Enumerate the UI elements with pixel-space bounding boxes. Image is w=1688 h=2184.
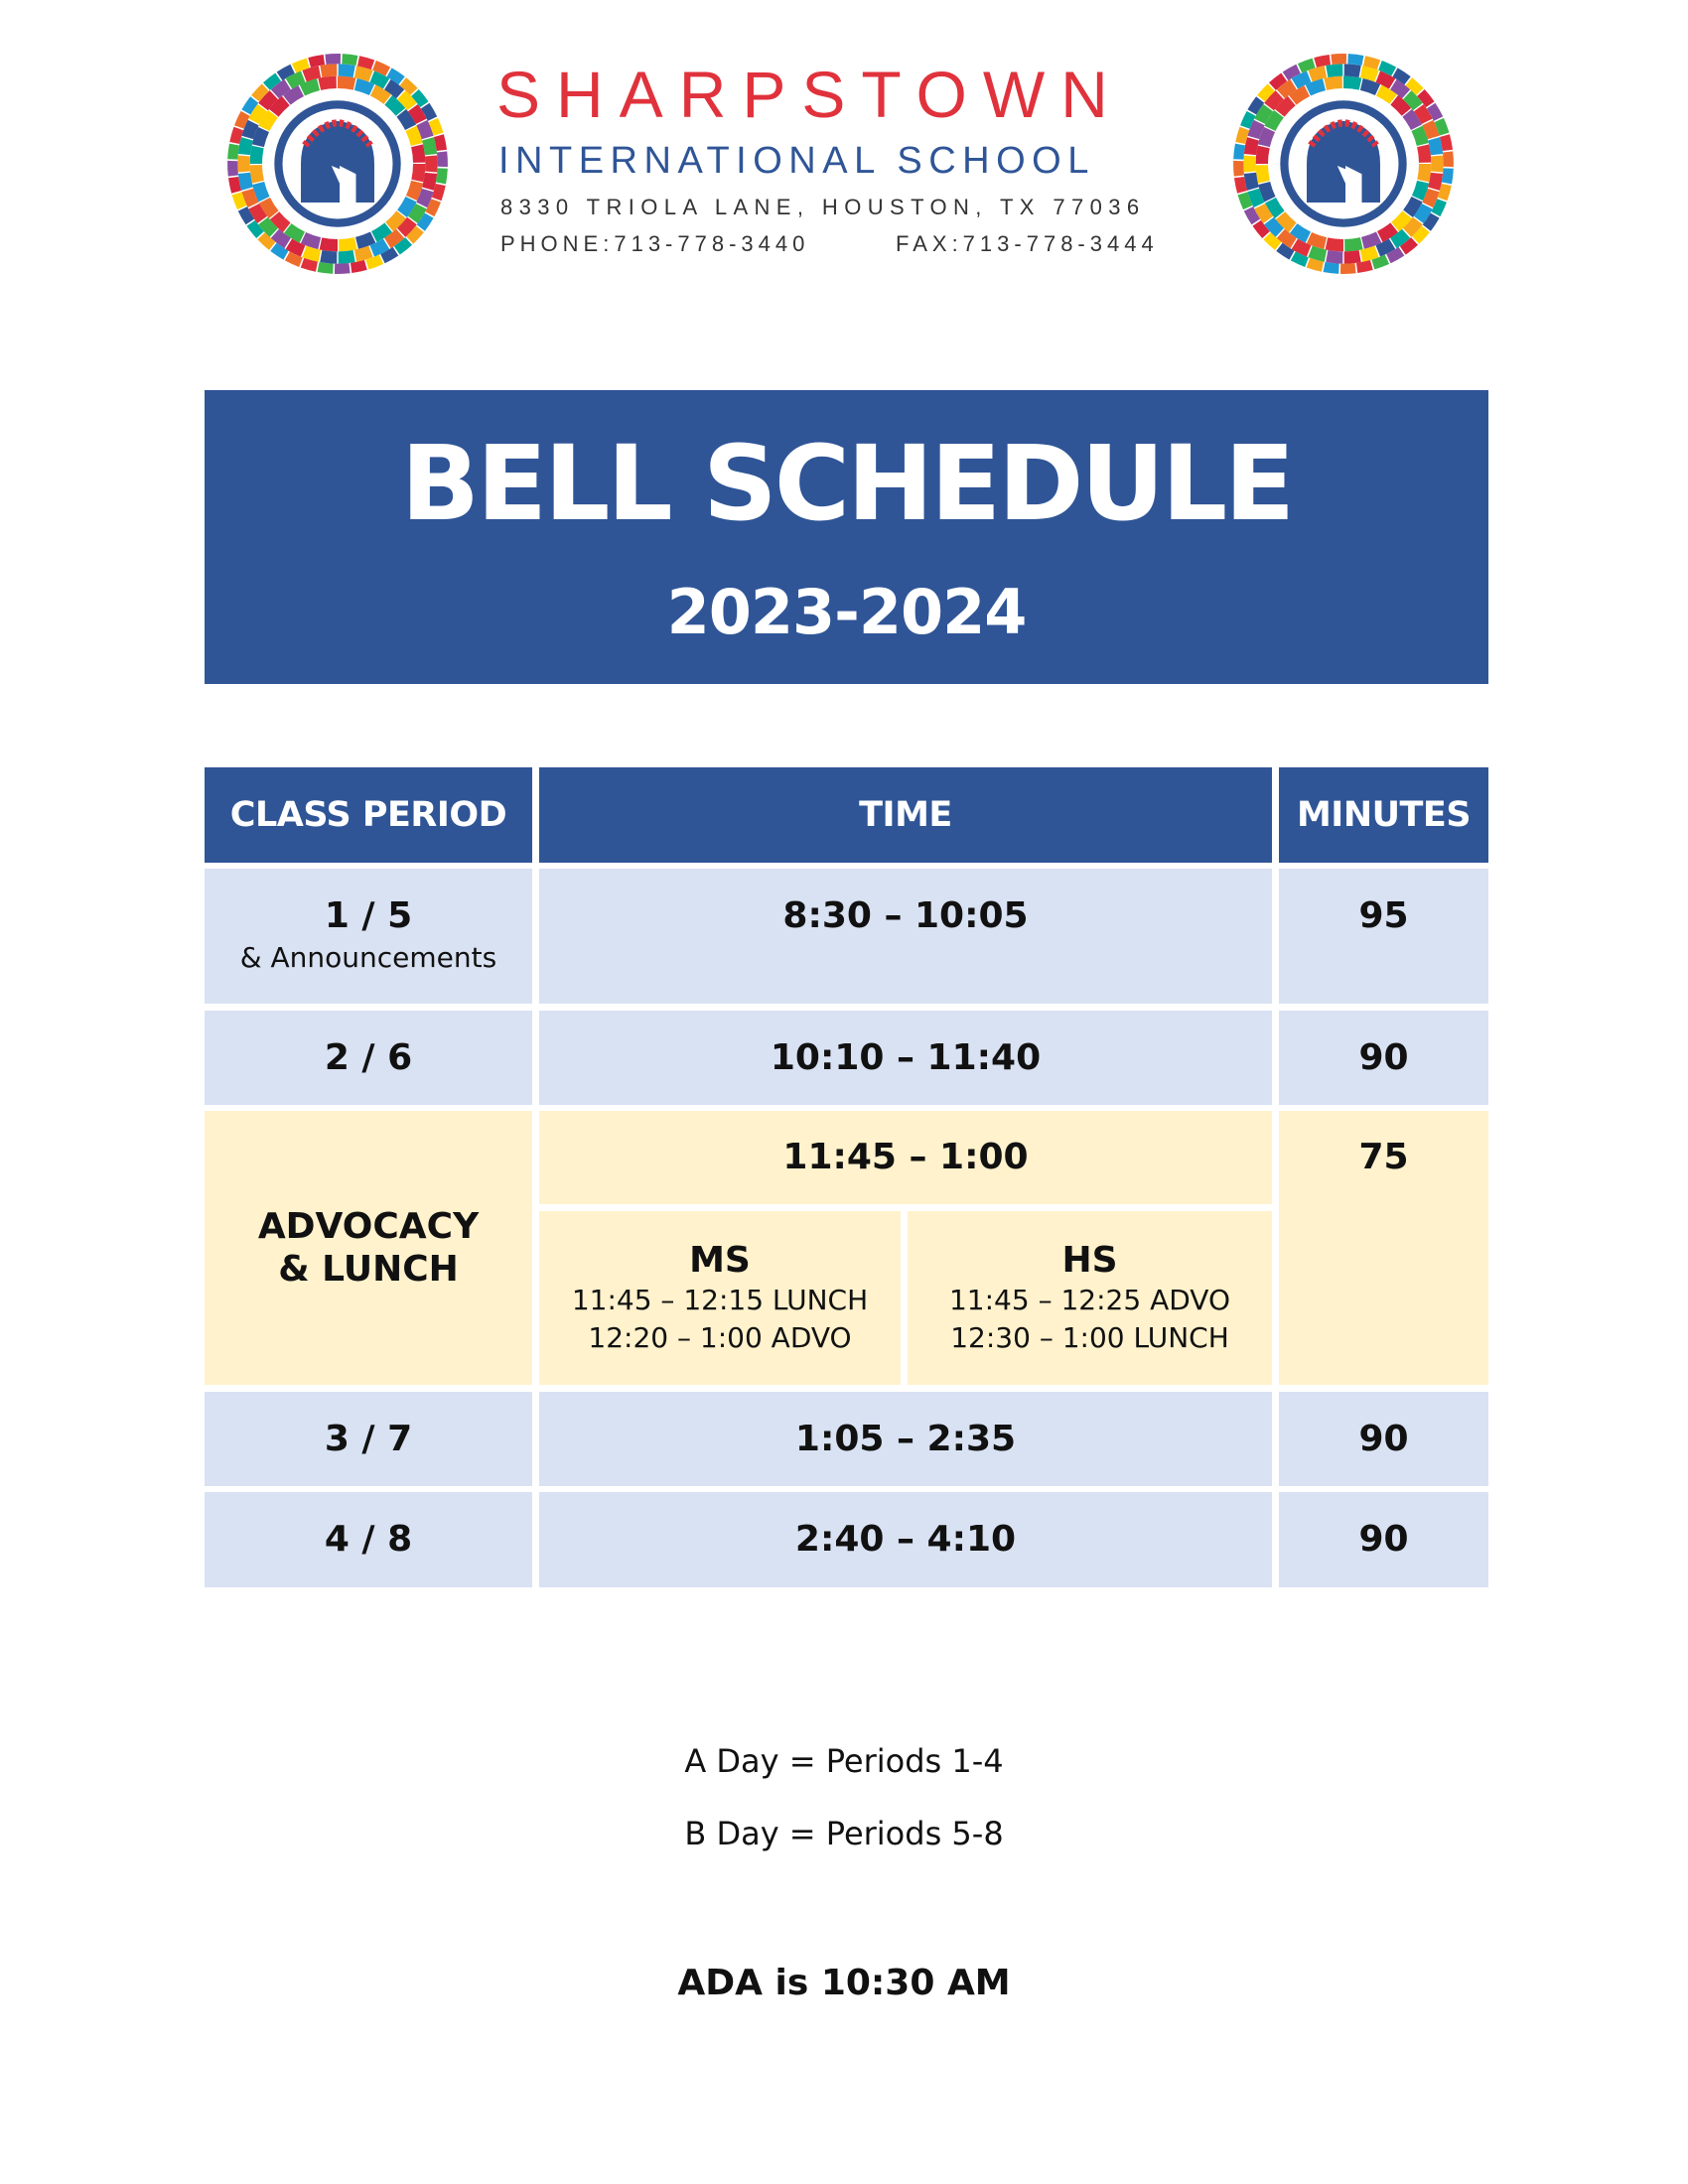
logo-mosaic-tile xyxy=(320,237,338,251)
row-4-time-cell xyxy=(539,1492,1272,1587)
hs-line2: 12:30 – 1:00 LUNCH xyxy=(950,1321,1229,1355)
logo-mosaic-tile xyxy=(1326,64,1342,77)
row-3-time: 1:05 – 2:35 xyxy=(794,1418,1017,1459)
logo-mosaic-tile xyxy=(318,76,337,90)
logo-mosaic-tile xyxy=(318,262,334,274)
logo-mosaic-tile xyxy=(436,168,448,184)
row-1-period: 1 / 5 xyxy=(324,895,413,936)
logo-mosaic-tile xyxy=(1256,146,1270,164)
logo-mosaic-tile xyxy=(1256,165,1270,184)
row-2-period: 2 / 6 xyxy=(324,1036,413,1078)
row-3-minutes-cell xyxy=(1279,1392,1488,1486)
row-2-minutes: 90 xyxy=(1358,1036,1409,1078)
logo-mosaic-tile xyxy=(320,64,337,77)
advocacy-minutes-cell xyxy=(1279,1111,1488,1385)
ms-line2: 12:20 – 1:00 ADVO xyxy=(588,1321,852,1355)
logo-mosaic-tile xyxy=(342,54,357,66)
logo-mosaic-tile xyxy=(250,165,264,184)
ms-schedule-cell xyxy=(539,1211,901,1385)
row-1-time: 8:30 – 10:05 xyxy=(782,895,1029,936)
row-1-minutes-cell xyxy=(1279,869,1488,1004)
school-fax: FAX:713-778-3444 xyxy=(896,231,1159,256)
banner-title: BELL SCHEDULE xyxy=(400,423,1293,544)
row-3-time-cell xyxy=(539,1392,1272,1486)
schedule-banner xyxy=(205,390,1488,684)
row-3-period: 3 / 7 xyxy=(324,1418,413,1459)
advocacy-time-cell xyxy=(539,1111,1272,1204)
logo-mosaic-tile xyxy=(1243,155,1256,172)
school-phone: PHONE:713-778-3440 xyxy=(500,231,810,256)
ms-label: MS xyxy=(689,1240,751,1282)
row-1-minutes: 95 xyxy=(1358,895,1409,936)
advocacy-minutes: 75 xyxy=(1358,1137,1409,1177)
logo-mosaic-tile xyxy=(400,77,418,95)
a-day-note: A Day = Periods 1-4 xyxy=(684,1742,1004,1780)
logo-mosaic-tile xyxy=(339,250,355,264)
hs-schedule-cell xyxy=(908,1211,1272,1385)
logo-mosaic-tile xyxy=(257,232,275,250)
logo-mosaic-tile xyxy=(335,263,351,274)
logo-mosaic-tile xyxy=(425,155,438,172)
advocacy-label-line1: ADVOCACY xyxy=(257,1205,480,1247)
row-1-note: & Announcements xyxy=(239,941,497,975)
school-logo-right xyxy=(1231,52,1456,276)
header-time: TIME xyxy=(539,767,1272,863)
logo-mosaic-tile xyxy=(1233,144,1245,160)
logo-mosaic-tile xyxy=(437,151,448,167)
logo-mosaic-tile xyxy=(411,144,425,163)
advocacy-label-cell xyxy=(205,1111,532,1385)
hs-label: HS xyxy=(1061,1240,1118,1282)
logo-mosaic-tile xyxy=(1233,161,1244,177)
logo-mosaic-tile xyxy=(325,54,341,65)
school-address: 8330 TRIOLA LANE, HOUSTON, TX 77036 xyxy=(500,195,1146,219)
school-subtitle: INTERNATIONAL SCHOOL xyxy=(498,140,1095,182)
banner-year: 2023-2024 xyxy=(666,576,1027,648)
row-2-time-cell xyxy=(539,1011,1272,1105)
logo-mosaic-tile xyxy=(1442,168,1454,184)
logo-mosaic-tile xyxy=(338,76,355,90)
logo-mosaic-tile xyxy=(1431,155,1444,172)
logo-mosaic-tile xyxy=(1344,64,1361,77)
logo-mosaic-tile xyxy=(250,146,264,164)
b-day-note: B Day = Periods 5-8 xyxy=(684,1815,1004,1852)
ada-note: ADA is 10:30 AM xyxy=(677,1963,1011,2003)
header-minutes: MINUTES xyxy=(1279,767,1488,863)
logo-mosaic-tile xyxy=(1324,76,1342,90)
row-2-period-cell xyxy=(205,1011,532,1105)
row-2-minutes-cell xyxy=(1279,1011,1488,1105)
logo-mosaic-tile xyxy=(339,64,355,77)
logo-mosaic-tile xyxy=(227,144,239,160)
row-1-time-cell xyxy=(539,869,1272,1004)
school-logo-left xyxy=(225,52,450,276)
logo-mosaic-tile xyxy=(411,164,425,182)
logo-mosaic-tile xyxy=(1417,164,1431,182)
row-4-period: 4 / 8 xyxy=(324,1519,413,1561)
logo-mosaic-tile xyxy=(1324,262,1339,274)
school-name: SHARPSTOWN xyxy=(496,58,1124,131)
advocacy-time: 11:45 – 1:00 xyxy=(782,1137,1029,1178)
logo-mosaic-tile xyxy=(1340,263,1356,274)
row-4-minutes: 90 xyxy=(1358,1519,1409,1561)
logo-mosaic-tile xyxy=(1344,250,1361,264)
logo-mosaic-tile xyxy=(320,250,337,264)
logo-mosaic-tile xyxy=(1443,151,1454,167)
row-3-minutes: 90 xyxy=(1358,1418,1409,1459)
logo-mosaic-tile xyxy=(339,237,357,251)
logo-mosaic-tile xyxy=(1417,144,1431,163)
logo-mosaic-tile xyxy=(1326,250,1342,264)
logo-mosaic-tile xyxy=(227,161,238,177)
row-4-time: 2:40 – 4:10 xyxy=(794,1519,1017,1561)
row-2-time: 10:10 – 11:40 xyxy=(770,1036,1042,1078)
logo-mosaic-tile xyxy=(1343,76,1361,90)
logo-mosaic-tile xyxy=(1331,54,1346,65)
ms-line1: 11:45 – 12:15 LUNCH xyxy=(571,1284,869,1317)
advocacy-label-line2: & LUNCH xyxy=(278,1249,459,1290)
row-1-period-cell xyxy=(205,869,532,1004)
row-3-period-cell xyxy=(205,1392,532,1486)
logo-mosaic-tile xyxy=(1347,54,1363,66)
hs-line1: 11:45 – 12:25 ADVO xyxy=(948,1284,1230,1317)
row-4-period-cell xyxy=(205,1492,532,1587)
row-4-minutes-cell xyxy=(1279,1492,1488,1587)
logo-mosaic-tile xyxy=(1263,232,1281,250)
logo-mosaic-tile xyxy=(1406,77,1424,95)
header-class-period: CLASS PERIOD xyxy=(205,767,532,863)
logo-mosaic-tile xyxy=(1344,237,1363,251)
logo-mosaic-tile xyxy=(237,155,250,172)
logo-mosaic-tile xyxy=(1326,237,1343,251)
